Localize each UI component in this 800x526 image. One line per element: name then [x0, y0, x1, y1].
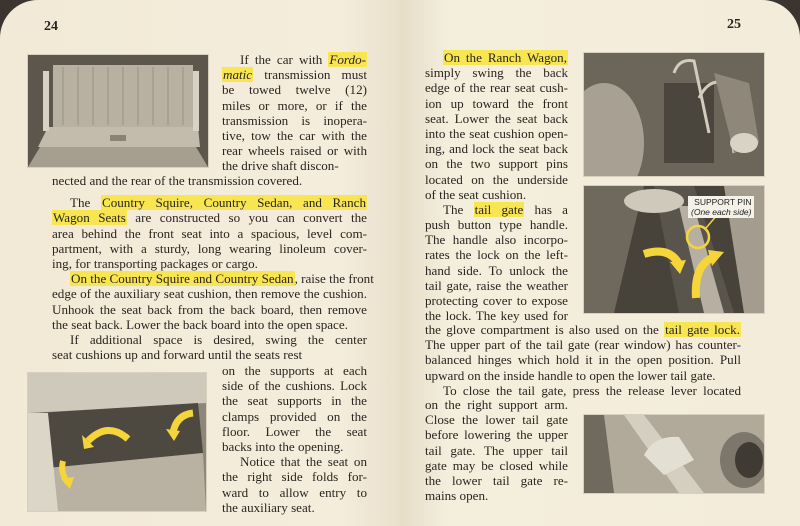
text-line — [52, 271, 374, 287]
text-line — [425, 322, 741, 337]
text-block-towing — [222, 52, 367, 174]
paragraph — [425, 397, 568, 503]
paragraph — [222, 52, 367, 174]
page-number: 25 — [727, 17, 741, 32]
text-segment: floor. Lower the seat — [222, 423, 367, 439]
text-block-ranch-wagon — [425, 50, 568, 323]
text-line — [52, 210, 367, 225]
text-segment: on the right support arm. — [425, 397, 568, 412]
text-line — [52, 317, 367, 332]
paragraph — [425, 322, 741, 383]
highlighted-text: On the Country Squire and Country Sedan — [71, 271, 294, 287]
text-segment: area behind the front seat into a spacious, level com- — [52, 225, 367, 241]
text-line — [222, 409, 367, 424]
paragraph — [425, 383, 741, 398]
text-line — [222, 158, 367, 173]
text-line — [425, 217, 568, 232]
text-line — [222, 439, 367, 454]
paragraph — [52, 173, 367, 188]
text-segment: backs into the opening. — [222, 438, 344, 454]
text-segment: The — [70, 195, 101, 211]
text-line — [425, 458, 568, 473]
paragraph — [425, 50, 568, 202]
text-segment: located on the underside — [425, 171, 568, 187]
text-segment: nected and the rear of the transmission covered. — [52, 173, 303, 188]
text-segment: of the seat cushion. — [425, 186, 527, 202]
text-line — [425, 278, 568, 293]
text-block-seats — [52, 173, 374, 363]
text-line — [425, 96, 568, 111]
text-segment: ing, for transporting packages or cargo. — [52, 255, 258, 271]
paragraph — [52, 332, 367, 362]
text-line — [425, 383, 741, 398]
text-line — [52, 286, 367, 301]
text-segment: clamps provided on the — [222, 408, 367, 424]
text-segment: To close the tail gate, press the release lever located — [443, 382, 741, 398]
photo-release-lever — [583, 414, 765, 494]
paragraph-gap — [52, 188, 367, 195]
text-line — [425, 202, 568, 217]
text-segment: edge of the rear seat cush- — [425, 80, 568, 96]
paragraph — [52, 195, 367, 271]
text-segment: the auxiliary seat. — [222, 499, 315, 515]
text-line — [222, 469, 367, 484]
text-segment: the right side folds for- — [222, 469, 367, 485]
text-line — [425, 427, 568, 442]
text-segment: transmission must — [253, 67, 367, 83]
text-segment: Unhook the seat back from the back board, then remove — [52, 301, 367, 317]
text-segment: into the seat cushion open- — [425, 125, 568, 141]
text-line — [222, 485, 367, 500]
text-segment: the seat back. Lower the back board into the open space. — [52, 316, 348, 332]
text-line — [425, 352, 741, 367]
text-line — [425, 187, 568, 202]
text-line — [425, 397, 568, 412]
text-line — [52, 256, 367, 271]
text-segment: on the supports at each — [222, 363, 367, 378]
text-segment: If the car with — [240, 52, 329, 67]
highlighted-text: tail gate lock. — [665, 322, 740, 337]
highlighted-text: tail gate — [474, 201, 524, 217]
photo-support-pin — [583, 185, 765, 314]
paragraph — [425, 202, 568, 324]
text-segment: ion up toward the front — [425, 95, 568, 111]
text-line — [222, 363, 367, 378]
paragraph — [52, 271, 374, 332]
text-line — [222, 424, 367, 439]
text-segment: The — [443, 201, 474, 217]
text-line — [425, 232, 568, 247]
text-segment: push button type handle. — [425, 217, 568, 233]
text-segment: seat. Lower the seat back — [425, 110, 568, 126]
text-segment: The handle also incorpo- — [425, 232, 568, 248]
text-line — [222, 52, 367, 67]
text-line — [425, 247, 568, 262]
text-segment: upward on the inside handle to open the lower tail gate. — [425, 367, 716, 383]
text-segment: Notice that the seat on — [240, 454, 367, 470]
text-line — [425, 80, 568, 95]
text-segment: tive, tow the car with the — [222, 127, 367, 143]
text-line — [425, 156, 568, 171]
text-segment: Close the lower tail gate — [425, 412, 568, 428]
text-segment: tail gate. The upper tail — [425, 442, 568, 458]
text-line — [222, 98, 367, 113]
text-segment: , raise the front — [294, 271, 374, 287]
text-segment: If additional space is desired, swing the center — [70, 331, 367, 347]
text-segment: balanced hinges which hold it in the open position. Pull — [425, 352, 741, 368]
highlighted-text: matic — [223, 67, 253, 83]
text-segment: seat cushions up and forward until the seats rest — [52, 347, 303, 363]
photo-ranch-wagon-seat — [583, 52, 765, 177]
text-block-closing — [425, 397, 568, 503]
text-line — [52, 241, 367, 256]
paragraph — [222, 363, 367, 454]
text-segment: the lock. The key used for — [425, 308, 568, 324]
text-line — [425, 50, 568, 65]
text-line — [425, 412, 568, 427]
text-segment: has a — [524, 201, 568, 217]
text-line — [425, 293, 568, 308]
text-block-seat-supports — [222, 363, 367, 515]
text-block-tail-gate — [425, 322, 741, 398]
text-segment: miles or more, or if the — [222, 97, 367, 113]
text-segment: tail gate, raise the weather — [425, 277, 568, 293]
text-segment: be towed twelve (12) — [222, 82, 367, 98]
text-segment: rear wheels raised or with — [222, 143, 367, 159]
text-line — [222, 143, 367, 158]
text-segment: The upper part of the tail gate (rear window) has counter- — [425, 337, 741, 353]
text-line — [222, 67, 367, 82]
text-line — [425, 473, 568, 488]
text-segment: side of the cushions. Lock — [222, 378, 367, 394]
text-line — [222, 378, 367, 393]
support-pin-label-title: SUPPORT PIN — [694, 197, 752, 207]
text-segment: transmission is inopera- — [222, 112, 367, 128]
text-line — [425, 141, 568, 156]
highlighted-text: On the Ranch Wagon, — [444, 50, 567, 65]
text-line — [425, 65, 568, 80]
highlighted-text: Fordo- — [329, 52, 366, 67]
text-line — [222, 113, 367, 128]
highlighted-text: Wagon Seats — [53, 210, 126, 226]
right-page — [400, 0, 800, 526]
text-segment: gate may be closed while — [425, 457, 568, 473]
text-line — [52, 173, 367, 188]
text-line — [425, 126, 568, 141]
text-line — [52, 302, 367, 317]
text-line — [425, 111, 568, 126]
text-segment: hand side. To unlock the — [425, 262, 568, 278]
text-line — [425, 443, 568, 458]
text-line — [52, 347, 367, 362]
text-line — [52, 195, 367, 210]
paragraph — [222, 454, 367, 515]
text-segment: the lower tail gate re- — [425, 472, 568, 488]
text-line — [52, 226, 367, 241]
text-line — [222, 454, 367, 469]
text-segment: edge of the auxiliary seat cushion, then remove the cushion. — [52, 286, 367, 302]
highlighted-text: Country Squire, Country Sedan, and Ranch — [101, 195, 366, 211]
text-segment: protecting cover to expose — [425, 293, 568, 308]
text-line — [222, 128, 367, 143]
text-segment: ing, and lock the seat back — [425, 141, 568, 157]
text-segment: rates the lock on the left- — [425, 247, 568, 263]
text-line — [425, 368, 741, 383]
photo-cargo-compartment — [27, 54, 209, 168]
text-segment: simply swing the back — [425, 65, 568, 81]
text-segment: the glove compartment is also used on the — [425, 322, 665, 337]
text-segment: are constructed so you can convert the — [126, 210, 367, 226]
text-line — [222, 393, 367, 408]
photo-folded-seats — [27, 372, 207, 512]
support-pin-label — [688, 196, 754, 218]
text-line — [425, 263, 568, 278]
text-line — [52, 332, 367, 347]
text-segment: mains open. — [425, 488, 489, 504]
text-line — [222, 82, 367, 97]
text-segment: the drive shaft discon- — [222, 158, 339, 174]
text-segment: before lowering the upper — [425, 427, 568, 443]
text-segment: on the two support pins — [425, 156, 568, 172]
text-segment: ward to allow entry to — [222, 484, 367, 500]
text-line — [222, 500, 367, 515]
text-segment: partment, with a sturdy, long wearing linoleum cover- — [52, 240, 367, 256]
text-line — [425, 172, 568, 187]
text-line — [425, 488, 568, 503]
text-line — [425, 337, 741, 352]
text-segment: the seat supports in the — [222, 393, 367, 409]
page-number: 24 — [44, 19, 58, 34]
support-pin-label-subtitle: (One each side) — [691, 207, 752, 217]
